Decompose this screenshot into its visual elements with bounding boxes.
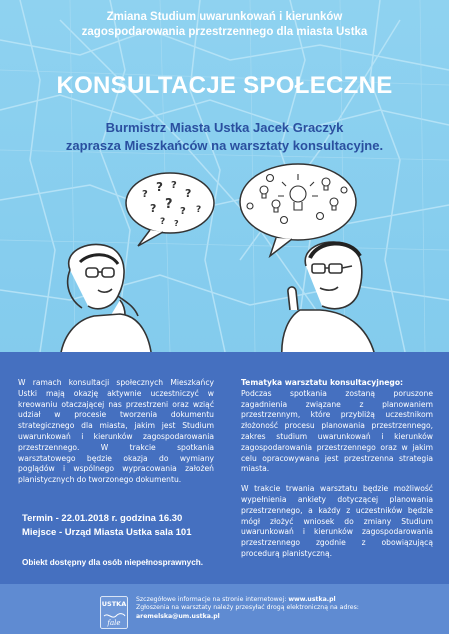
survey-text: W trakcie trwania warsztatu będzie możliwość wypełnienia ankiety dotyczącej planowania przestrzennego, a każdy z uczestników będzie mógł złożyć wniosek do zmiany Studium uwarunkowań i kierunków zagospodarowania przestrzennego zgodnie z obowiązującą procedurą planistyczną. bbox=[241, 484, 433, 558]
invitation-line-1: Burmistrz Miasta Ustka Jacek Graczyk bbox=[105, 120, 344, 135]
topic-text: Podczas spotkania zostaną poruszone zagadnienia związane z planowaniem przestrzennym, które przybliżą uczestnikom złożoność procesu planowania przestrzennego, zakres studium uwarunkowań i kierunków zagospodarowania przestrzennego oraz w jakim celu opracowywana jest przestrzenna strategia miasta. bbox=[241, 388, 433, 474]
svg-text:?: ? bbox=[165, 197, 173, 212]
svg-text:?: ? bbox=[174, 219, 179, 228]
accessibility-note: Obiekt dostępny dla osób niepełnosprawnych. bbox=[22, 558, 204, 567]
man-figure bbox=[282, 242, 376, 360]
intro-text: W ramach konsultacji społecznych Mieszkańcy Ustki mają okazję aktywnie uczestniczyć w kreowaniu otaczającej nas przestrzeni oraz wziąć udział w procesie tworzenia dokumentu strategicznego dla miasta, jakim jest Studium uwarunkowań i kierunków zagospodarowania przestrzennego. W trakcie spotkania warsztatowego będzie okazja do wymiany poglądów i wspólnego wypracowania założeń planistycznych do tworzonego dokumentu. bbox=[18, 378, 214, 485]
right-column bbox=[241, 378, 433, 560]
svg-text:?: ? bbox=[196, 205, 202, 215]
svg-text:?: ? bbox=[171, 180, 177, 191]
svg-text:?: ? bbox=[185, 187, 192, 200]
logo-script-text: fale bbox=[107, 619, 121, 627]
footer-website-link[interactable]: www.ustka.pl bbox=[288, 596, 336, 603]
svg-text:?: ? bbox=[150, 202, 157, 215]
question-bubble bbox=[126, 173, 214, 246]
event-details bbox=[22, 512, 212, 540]
svg-text:?: ? bbox=[180, 206, 186, 217]
footer-survey-line: Zgłoszenia na warsztaty należy przesyłać drogą elektroniczną na adres: bbox=[136, 604, 359, 612]
topic-paragraph bbox=[241, 378, 433, 475]
event-term: Termin - 22.01.2018 r. godzina 16.30 bbox=[22, 513, 183, 524]
footer-email-link[interactable]: aremelska@um.ustka.pl bbox=[136, 612, 220, 620]
svg-text:?: ? bbox=[142, 189, 148, 200]
event-place: Miejsce - Urząd Miasta Ustka sala 101 bbox=[22, 527, 192, 538]
logo-text: USTKA bbox=[101, 600, 127, 608]
ustka-logo bbox=[100, 596, 128, 629]
topic-title: Tematyka warsztatu konsultacyjnego: bbox=[241, 378, 404, 387]
header bbox=[0, 10, 449, 40]
invitation bbox=[0, 119, 449, 155]
woman-figure bbox=[60, 244, 152, 360]
invitation-line-2: zaprasza Mieszkańców na warsztaty konsultacyjne. bbox=[65, 138, 384, 153]
footer-contact bbox=[136, 596, 436, 621]
svg-text:?: ? bbox=[160, 217, 166, 227]
svg-text:?: ? bbox=[156, 180, 163, 194]
footer-info-prefix: Szczegółowe informacje na stronie internetowej: bbox=[136, 596, 289, 603]
discussion-illustration bbox=[0, 160, 449, 360]
left-column bbox=[18, 378, 214, 486]
header-line-1: Zmiana Studium uwarunkowań i kierunków bbox=[106, 11, 343, 23]
header-line-2: zagospodarowania przestrzennego dla miasta Ustka bbox=[81, 26, 368, 38]
page-title: KONSULTACJE SPOŁECZNE bbox=[56, 72, 393, 99]
